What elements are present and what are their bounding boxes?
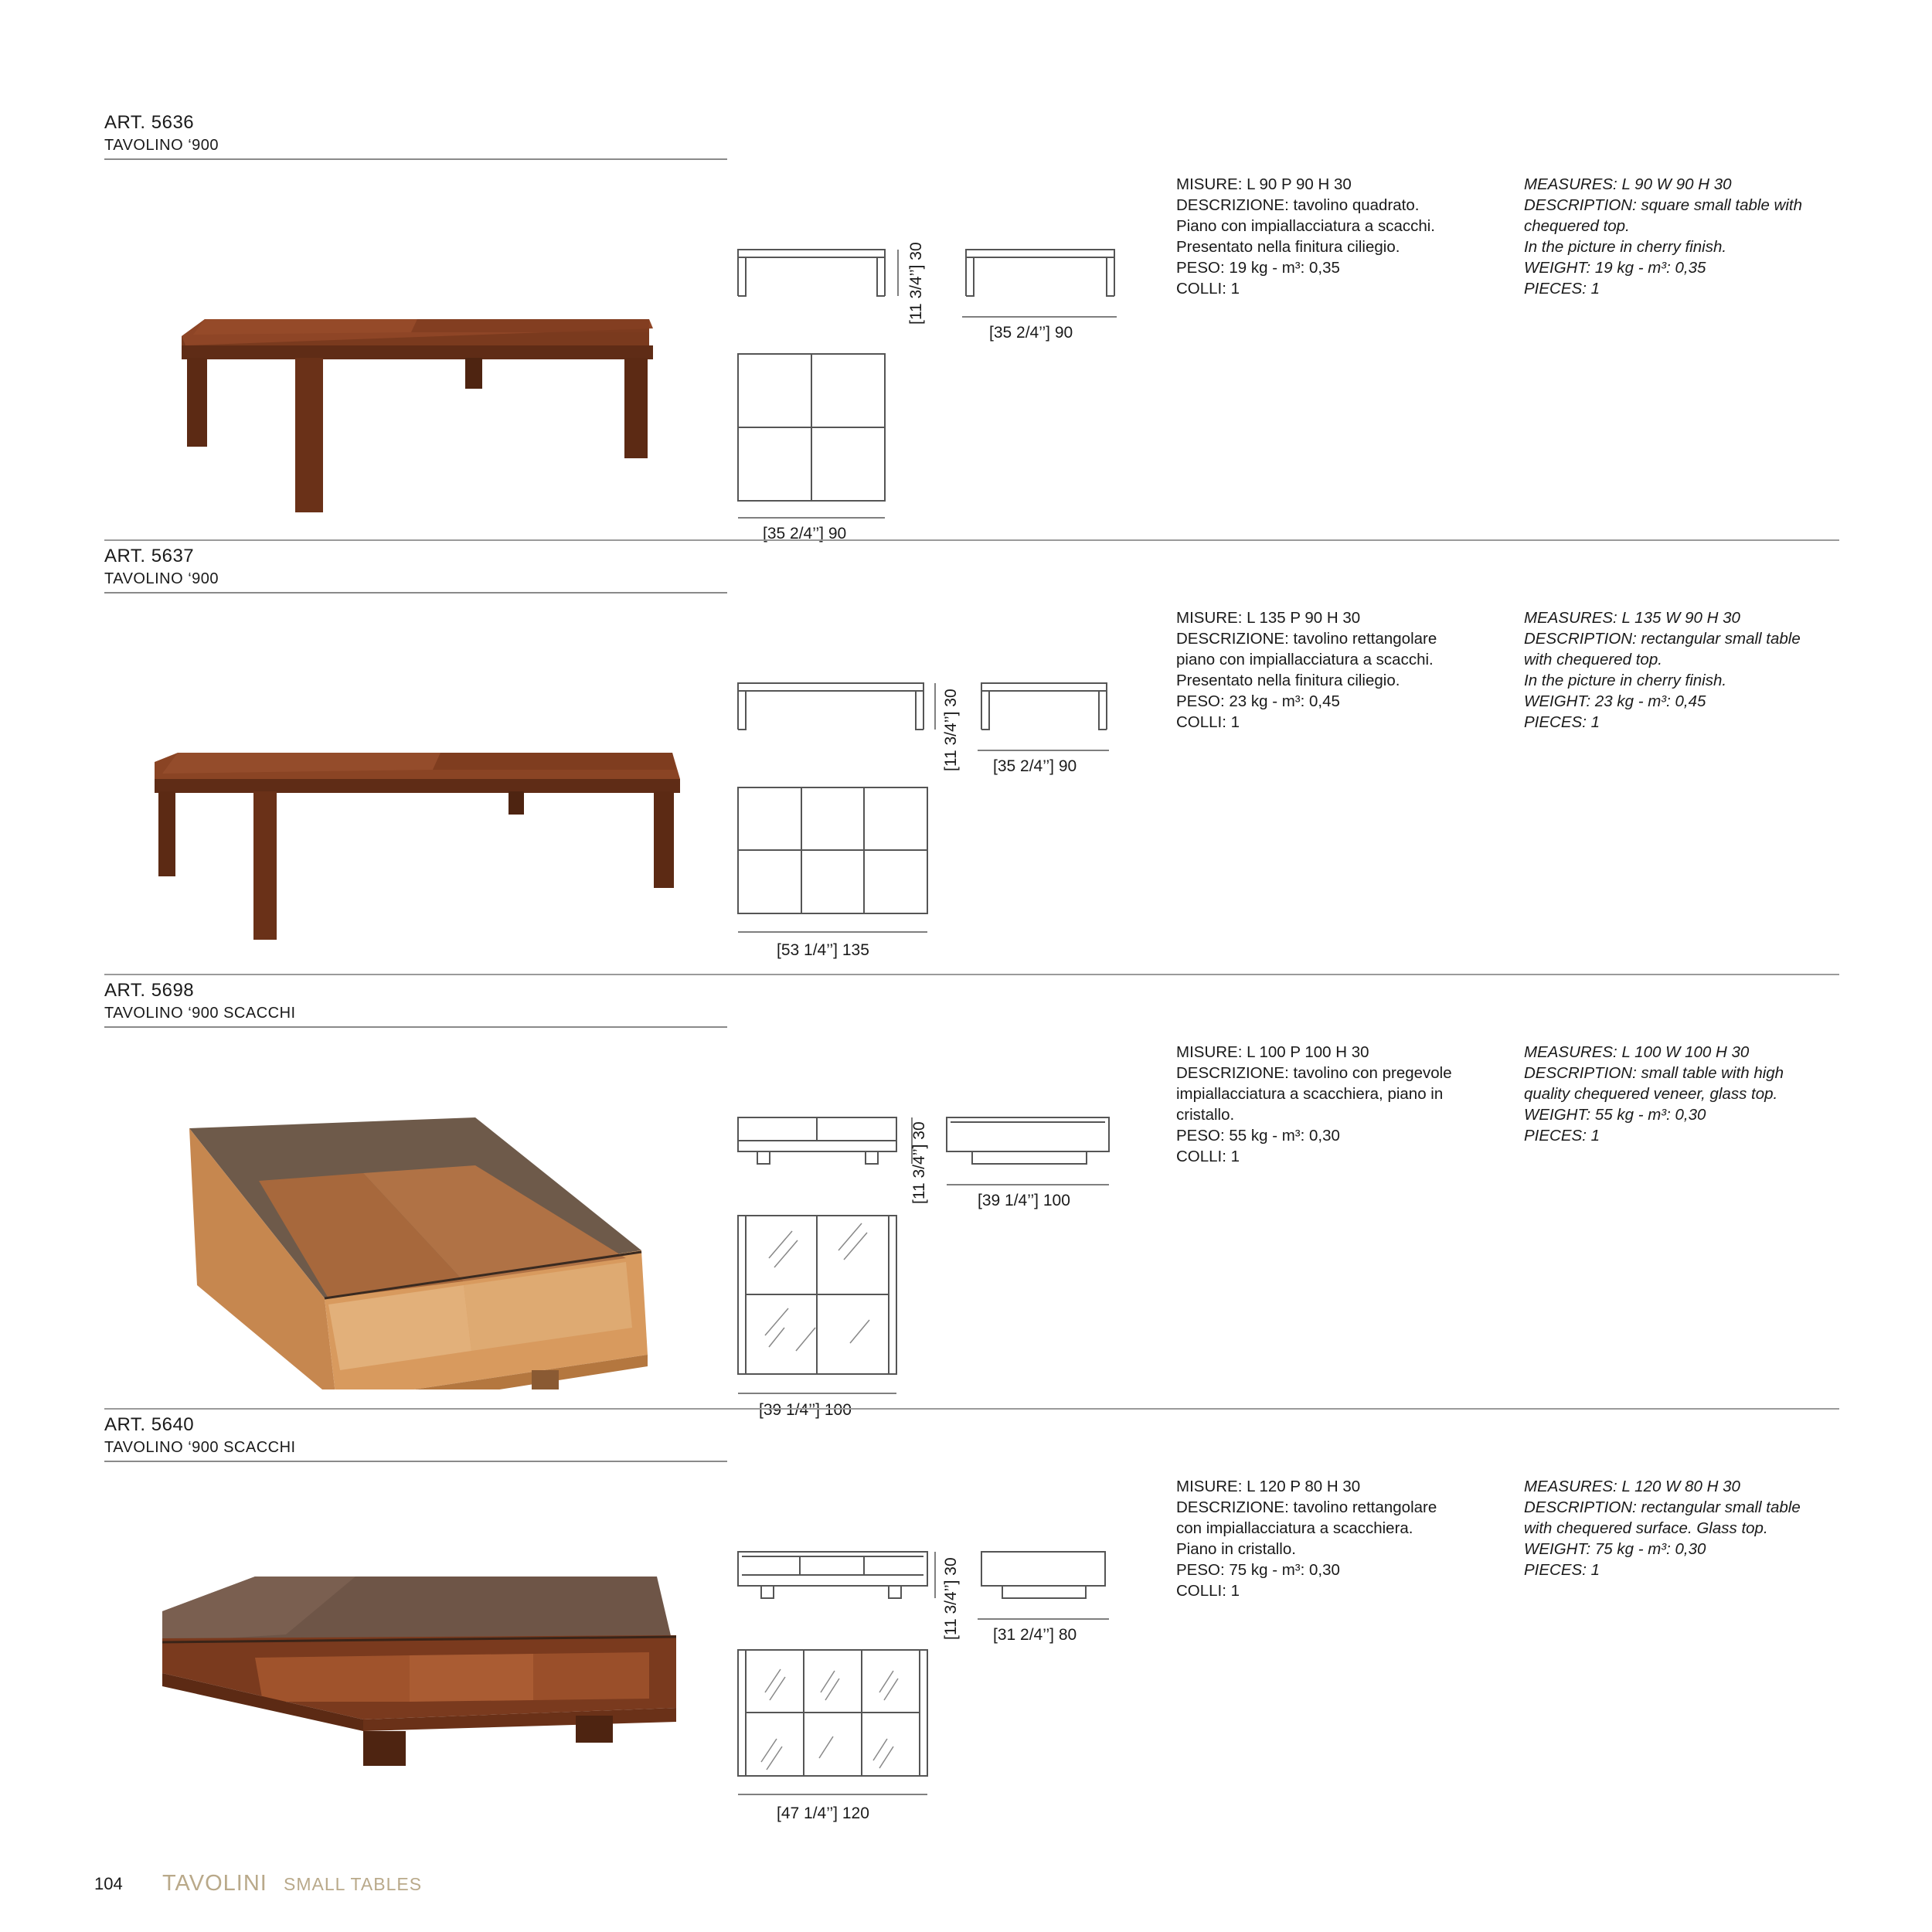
technical-drawing: [726, 592, 1159, 994]
technical-drawing: [726, 158, 1159, 560]
footer-category: TAVOLINI: [162, 1871, 267, 1896]
product-5637: [0, 546, 1932, 978]
footer-subcategory: SMALL TABLES: [284, 1874, 423, 1894]
article-number: ART. 5636: [104, 112, 195, 133]
product-photo: [131, 1049, 672, 1389]
spec-english: MEASURES: L 120 W 80 H 30 DESCRIPTION: rectangular small table with chequered surface. Glass top. WEIGHT: 75 kg - m³: 0,30 PIECES: 1: [1524, 1478, 1801, 1579]
side-view: [981, 1552, 1105, 1598]
side-width-label: [35 2/4’’] 90: [989, 324, 1073, 342]
product-5698: [0, 980, 1932, 1419]
top-view: [738, 1216, 896, 1374]
product-name: TAVOLINO ‘900 SCACCHI: [104, 1439, 296, 1456]
spec-italian: MISURE: L 100 P 100 H 30 DESCRIZIONE: tavolino con pregevole impiallacciatura a scacchiera, piano in cristallo. PESO: 55 kg - m³: 0,30 COLLI: 1: [1176, 1043, 1452, 1165]
product-photo: [131, 615, 703, 955]
product-name: TAVOLINO ‘900 SCACCHI: [104, 1005, 296, 1022]
top-width-label: [39 1/4’’] 100: [759, 1401, 852, 1419]
side-view: [966, 250, 1114, 296]
top-view: [738, 787, 927, 913]
product-5636: [0, 112, 1932, 545]
side-view: [947, 1117, 1109, 1164]
top-view: [738, 354, 885, 501]
spec-italian: MISURE: L 120 P 80 H 30 DESCRIZIONE: tavolino rettangolare con impiallacciatura a scacchiera. Piano in cristallo. PESO: 75 kg - m³: 0,30 COLLI: 1: [1176, 1478, 1437, 1600]
height-label: [11 3/4’’] 30: [907, 242, 925, 325]
article-number: ART. 5637: [104, 546, 195, 566]
front-view: [738, 1117, 896, 1164]
top-width-label: [53 1/4’’] 135: [777, 941, 869, 959]
title-rule: [104, 1461, 727, 1462]
product-name: TAVOLINO ‘900: [104, 137, 219, 154]
top-width-label: [47 1/4’’] 120: [777, 1804, 869, 1822]
spec-english: MEASURES: L 90 W 90 H 30 DESCRIPTION: square small table with chequered top. In the picture in cherry finish. WEIGHT: 19 kg - m³: 0,35 PIECES: 1: [1524, 175, 1803, 298]
technical-drawing: [726, 1461, 1159, 1862]
title-rule: [104, 592, 727, 594]
page-number: 104: [94, 1874, 123, 1893]
article-number: ART. 5698: [104, 980, 195, 1001]
front-view: [738, 250, 885, 296]
side-width-label: [35 2/4’’] 90: [993, 757, 1077, 775]
technical-drawing: [726, 1026, 1159, 1428]
side-view: [981, 683, 1107, 730]
product-name: TAVOLINO ‘900: [104, 570, 219, 587]
product-photo: [131, 182, 672, 522]
front-view: [738, 683, 923, 730]
height-label: [11 3/4’’] 30: [942, 1557, 960, 1640]
side-width-label: [31 2/4’’] 80: [993, 1626, 1077, 1644]
title-rule: [104, 1026, 727, 1028]
top-view: [738, 1650, 927, 1776]
section-divider: [104, 539, 1839, 541]
product-photo: [131, 1484, 688, 1839]
height-label: [11 3/4’’] 30: [942, 689, 960, 771]
top-width-label: [35 2/4’’] 90: [763, 525, 847, 543]
article-number: ART. 5640: [104, 1414, 195, 1435]
page-footer: [94, 1871, 423, 1896]
spec-english: MEASURES: L 135 W 90 H 30 DESCRIPTION: rectangular small table with chequered top. In the picture in cherry finish. WEIGHT: 23 kg - m³: 0,45 PIECES: 1: [1524, 609, 1801, 731]
section-divider: [104, 1408, 1839, 1410]
spec-italian: MISURE: L 90 P 90 H 30 DESCRIZIONE: tavolino quadrato. Piano con impiallacciatura a scacchi. Presentato nella finitura ciliegio. PESO: 19 kg - m³: 0,35 COLLI: 1: [1176, 175, 1435, 298]
product-5640: [0, 1414, 1932, 1847]
title-rule: [104, 158, 727, 160]
front-view: [738, 1552, 927, 1598]
spec-english: MEASURES: L 100 W 100 H 30 DESCRIPTION: small table with high quality chequered veneer, glass top. WEIGHT: 55 kg - m³: 0,30 PIECES: 1: [1524, 1043, 1784, 1145]
section-divider: [104, 974, 1839, 975]
spec-italian: MISURE: L 135 P 90 H 30 DESCRIZIONE: tavolino rettangolare piano con impiallacciatura a scacchi. Presentato nella finitura ciliegio. PESO: 23 kg - m³: 0,45 COLLI: 1: [1176, 609, 1437, 731]
side-width-label: [39 1/4’’] 100: [978, 1192, 1070, 1209]
height-label: [11 3/4’’] 30: [910, 1121, 928, 1204]
